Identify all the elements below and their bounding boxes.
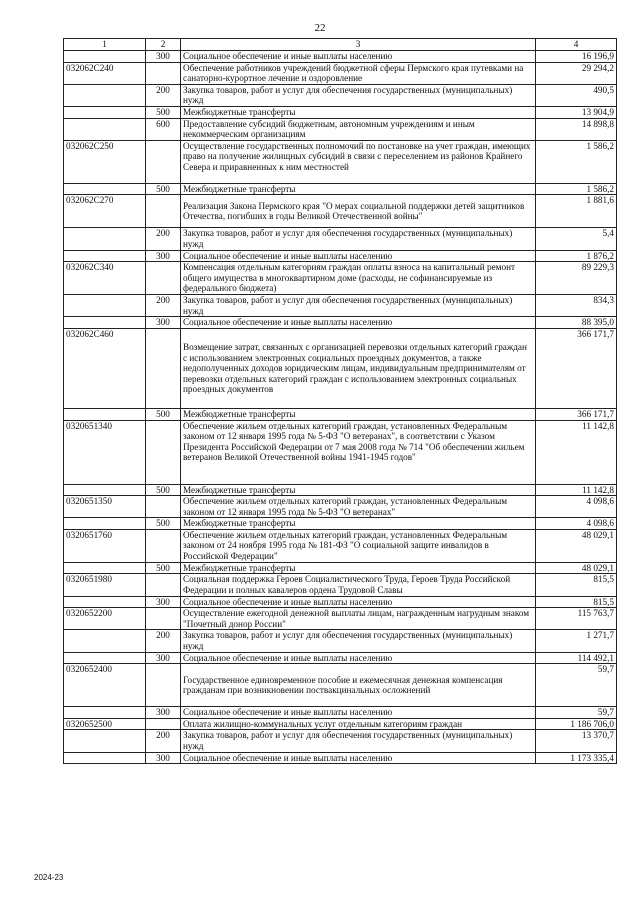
row-code [64,295,146,317]
table-row [64,183,617,195]
row-expense-type [146,328,181,408]
table-row [64,730,617,752]
row-expense-type [146,62,181,84]
row-amount: 1 876,2 [536,250,617,262]
table-row [64,562,617,574]
row-expense-type: 200 [146,228,181,250]
row-code [64,250,146,262]
row-description: Социальное обеспечение и иные выплаты населению [181,250,536,262]
row-description: Межбюджетные трансферты [181,562,536,574]
row-description: Межбюджетные трансферты [181,484,536,496]
row-code [64,518,146,530]
table-row [64,62,617,84]
page-number: 22 [314,22,326,34]
row-code: 0320652500 [64,718,146,730]
row-code: 032062С250 [64,140,146,183]
row-amount: 1 186 706,0 [536,718,617,730]
row-amount: 5,4 [536,228,617,250]
row-amount: 114 492,1 [536,652,617,664]
row-description: Осуществление ежегодной денежной выплаты лицам, награжденным нагрудным знаком "Почетный донор России" [181,608,536,630]
header-col-3: 3 [181,39,536,51]
table-row [64,118,617,140]
row-code [64,707,146,719]
row-description: Социальное обеспечение и иные выплаты населению [181,752,536,764]
table-row [64,596,617,608]
row-expense-type: 200 [146,630,181,652]
row-expense-type: 500 [146,484,181,496]
row-description: Межбюджетные трансферты [181,106,536,118]
table-row [64,262,617,295]
table-row [64,518,617,530]
row-amount: 13 370,7 [536,730,617,752]
row-description: Социальное обеспечение и иные выплаты населению [181,596,536,608]
row-amount: 59,7 [536,664,617,707]
row-description: Оплата жилищно-коммунальных услуг отдельным категориям граждан [181,718,536,730]
row-expense-type [146,140,181,183]
table-row [64,664,617,707]
table-row [64,420,617,484]
header-col-4: 4 [536,39,617,51]
row-description: Закупка товаров, работ и услуг для обеспечения государственных (муниципальных) нужд [181,84,536,106]
table-row [64,84,617,106]
row-code [64,562,146,574]
row-amount: 48 029,1 [536,562,617,574]
row-amount: 815,5 [536,596,617,608]
row-code [64,596,146,608]
row-amount: 59,7 [536,707,617,719]
row-expense-type: 200 [146,295,181,317]
row-amount: 29 294,2 [536,62,617,84]
row-expense-type [146,195,181,228]
row-description: Реализация Закона Пермского края "О мерах социальной поддержки детей защитников Отечества, погибших в годы Великой Отечественной войны" [181,195,536,228]
table-row [64,707,617,719]
row-description: Закупка товаров, работ и услуг для обеспечения государственных (муниципальных) нужд [181,630,536,652]
row-expense-type [146,420,181,484]
table-row [64,51,617,63]
table-row [64,328,617,408]
row-code [64,730,146,752]
row-code: 032062С340 [64,262,146,295]
row-amount: 1 586,2 [536,140,617,183]
row-amount: 13 904,9 [536,106,617,118]
row-amount: 14 898,8 [536,118,617,140]
row-code: 0320652200 [64,608,146,630]
row-code [64,183,146,195]
row-amount: 490,5 [536,84,617,106]
row-description: Межбюджетные трансферты [181,408,536,420]
row-expense-type [146,262,181,295]
row-code [64,317,146,329]
row-amount: 1 173 335,4 [536,752,617,764]
row-code: 032062С270 [64,195,146,228]
row-expense-type: 300 [146,250,181,262]
row-code [64,630,146,652]
row-code [64,106,146,118]
row-amount: 4 098,6 [536,496,617,518]
row-description: Государственное единовременное пособие и ежемесячная денежная компенсация гражданам при возникновении поствакцинальных осложнений [181,664,536,707]
row-code: 0320651760 [64,529,146,562]
row-expense-type: 500 [146,518,181,530]
table-row [64,408,617,420]
row-description: Обеспечение работников учреждений бюджетной сферы Пермского края путевками на санаторно-курортное лечение и оздоровление [181,62,536,84]
row-code: 032062С240 [64,62,146,84]
row-amount: 366 171,7 [536,328,617,408]
row-expense-type: 500 [146,106,181,118]
row-description: Обеспечение жильем отдельных категорий граждан, установленных Федеральным законом от 12 января 1995 года № 5-ФЗ "О ветеранах", в соответствии с Указом Президента Российской Федерации от 7 мая 2008 года № 714 "Об обеспечении жильем ветеранов Великой Отечественной войны 1941-1945 годов" [181,420,536,484]
row-code [64,84,146,106]
table-row [64,317,617,329]
row-description: Социальное обеспечение и иные выплаты населению [181,51,536,63]
row-code: 0320651980 [64,574,146,596]
row-expense-type: 300 [146,752,181,764]
row-amount: 11 142,8 [536,420,617,484]
table-row [64,608,617,630]
row-expense-type: 200 [146,730,181,752]
table-row [64,630,617,652]
row-description: Межбюджетные трансферты [181,518,536,530]
row-expense-type: 300 [146,652,181,664]
table-body [64,51,617,764]
row-amount: 16 196,9 [536,51,617,63]
table-header-row [64,39,617,51]
table-row [64,496,617,518]
row-description: Закупка товаров, работ и услуг для обеспечения государственных (муниципальных) нужд [181,228,536,250]
row-code [64,484,146,496]
row-expense-type [146,664,181,707]
row-description: Компенсация отдельным категориям граждан оплаты взноса на капитальный ремонт общего имущества в многоквартирном доме (расходы, не софинансируемые из федерального бюджета) [181,262,536,295]
row-description: Социальная поддержка Героев Социалистического Труда, Героев Труда Российской Федерации и полных кавалеров ордена Трудовой Славы [181,574,536,596]
row-amount: 815,5 [536,574,617,596]
row-amount: 89 229,3 [536,262,617,295]
table-row [64,718,617,730]
table-row [64,295,617,317]
row-expense-type: 500 [146,408,181,420]
row-amount: 88 395,0 [536,317,617,329]
row-code: 0320651340 [64,420,146,484]
row-amount: 4 098,6 [536,518,617,530]
header-col-2: 2 [146,39,181,51]
row-description: Обеспечение жильем отдельных категорий граждан, установленных Федеральным законом от 12 января 1995 года № 5-ФЗ "О ветеранах" [181,496,536,518]
table-row [64,752,617,764]
row-code [64,408,146,420]
row-expense-type: 600 [146,118,181,140]
row-amount: 11 142,8 [536,484,617,496]
row-description: Социальное обеспечение и иные выплаты населению [181,317,536,329]
row-code [64,51,146,63]
row-code [64,752,146,764]
row-amount: 115 763,7 [536,608,617,630]
row-amount: 1 271,7 [536,630,617,652]
table-row [64,652,617,664]
row-expense-type: 200 [146,84,181,106]
table-row [64,250,617,262]
row-amount: 1 586,2 [536,183,617,195]
row-expense-type: 300 [146,707,181,719]
table-row [64,529,617,562]
row-amount: 366 171,7 [536,408,617,420]
row-description: Закупка товаров, работ и услуг для обеспечения государственных (муниципальных) нужд [181,295,536,317]
table-row [64,140,617,183]
row-description: Социальное обеспечение и иные выплаты населению [181,652,536,664]
header-col-1: 1 [64,39,146,51]
row-description: Осуществление государственных полномочий по постановке на учет граждан, имеющих право на получение жилищных субсидий в связи с переселением из районов Крайнего Севера и приравненных к ним местностей [181,140,536,183]
table-row [64,228,617,250]
row-expense-type: 500 [146,562,181,574]
row-code [64,118,146,140]
budget-table [63,38,617,764]
row-description: Межбюджетные трансферты [181,183,536,195]
row-expense-type: 300 [146,317,181,329]
row-code: 0320652400 [64,664,146,707]
row-description: Предоставление субсидий бюджетным, автономным учреждениям и иным некоммерческим организациям [181,118,536,140]
footer-code: 2024-23 [34,873,64,882]
row-amount: 1 881,6 [536,195,617,228]
row-description: Возмещение затрат, связанных с организацией перевозки отдельных категорий граждан с использованием электронных социальных проездных документов, а также недополученных доходов юридическим лицам, индивидуальным предпринимателям от перевозки отдельных категорий граждан с использованием электронных социальных проездных документов [181,328,536,408]
row-expense-type: 300 [146,51,181,63]
row-code [64,652,146,664]
row-code: 0320651350 [64,496,146,518]
row-description: Закупка товаров, работ и услуг для обеспечения государственных (муниципальных) нужд [181,730,536,752]
row-expense-type [146,529,181,562]
table-row [64,106,617,118]
row-description: Обеспечение жильем отдельных категорий граждан, установленных Федеральным законом от 24 ноября 1995 года № 181-ФЗ "О социальной защите инвалидов в Российской Федерации" [181,529,536,562]
table-row [64,484,617,496]
table-row [64,574,617,596]
table-row [64,195,617,228]
row-expense-type: 500 [146,183,181,195]
row-amount: 834,3 [536,295,617,317]
row-expense-type [146,608,181,630]
row-expense-type [146,496,181,518]
row-expense-type [146,574,181,596]
row-expense-type [146,718,181,730]
row-code [64,228,146,250]
row-description: Социальное обеспечение и иные выплаты населению [181,707,536,719]
row-expense-type: 300 [146,596,181,608]
row-amount: 48 029,1 [536,529,617,562]
row-code: 032062С460 [64,328,146,408]
